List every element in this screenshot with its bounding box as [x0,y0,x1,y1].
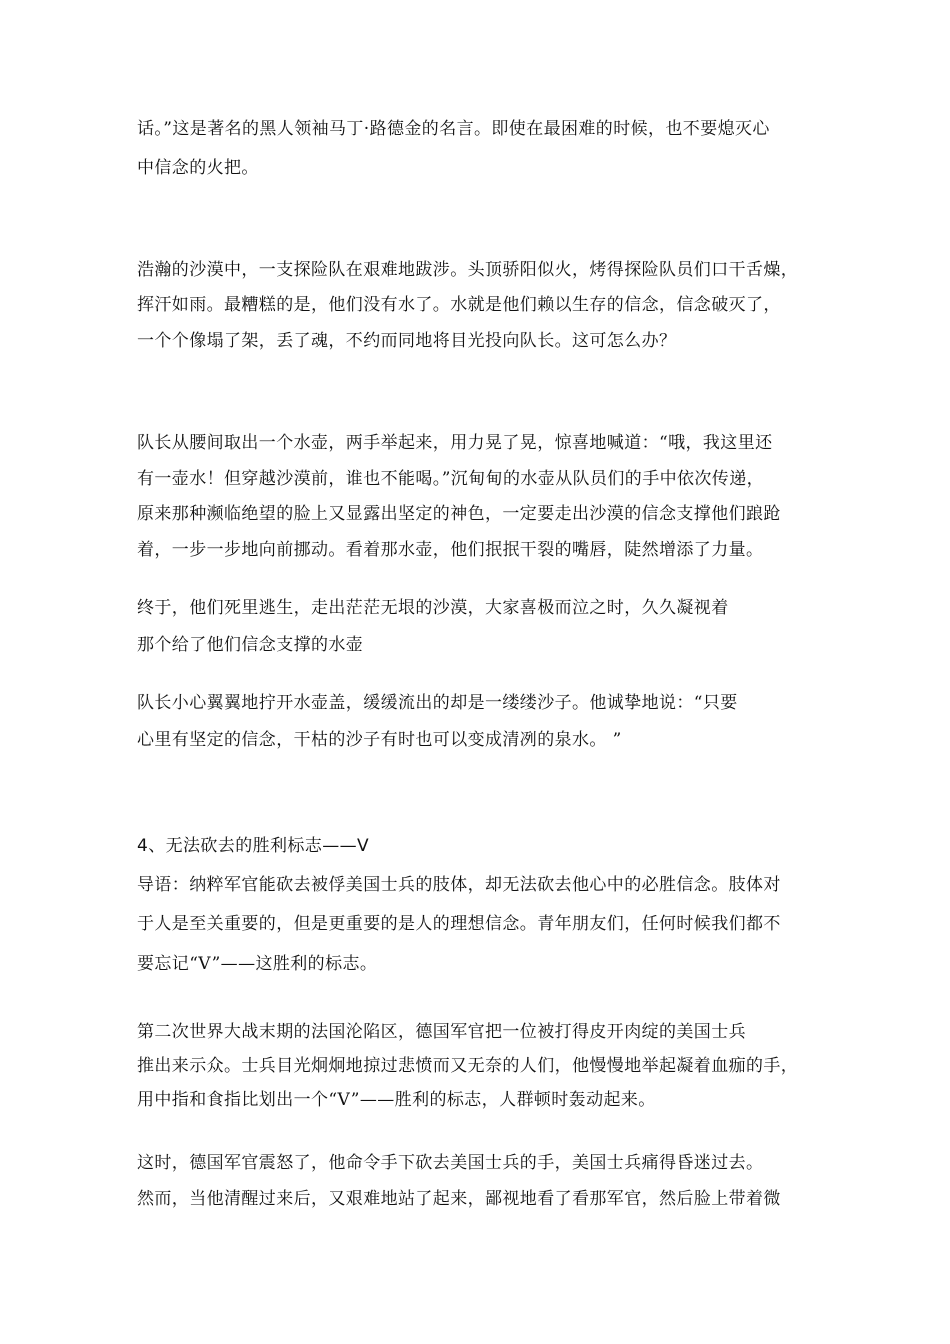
text-line: 终于，他们死里逃生，走出茫茫无垠的沙漠，大家喜极而泣之时，久久凝视着 [137,598,729,618]
text-line: 这时，德国军官震怒了，他命令手下砍去美国士兵的手，美国士兵痛得昏迷过去。 [137,1153,764,1173]
text-line: 导语：纳粹军官能砍去被俘美国士兵的肢体，却无法砍去他心中的必胜信念。肢体对 [137,875,781,895]
text-line: 一个个像塌了架，丢了魂，不约而同地将目光投向队长。这可怎么办？ [137,331,677,351]
text-line: 于人是至关重要的，但是更重要的是人的理想信念。青年朋友们，任何时候我们都不 [137,914,781,934]
text-line: 第二次世界大战末期的法国沦陷区，德国军官把一位被打得皮开肉绽的美国士兵 [137,1022,746,1042]
text-line: 浩瀚的沙漠中，一支探险队在艰难地跋涉。头顶骄阳似火，烤得探险队员们口干舌燥， [137,260,799,280]
text-line: 要忘记“V”——这胜利的标志。 [137,954,378,974]
text-line: 中信念的火把。 [137,158,259,178]
text-line: 那个给了他们信念支撑的水壶 [137,635,364,655]
text-line: 话。”这是著名的黑人领袖马丁·路德金的名言。即使在最困难的时候，也不要熄灭心 [137,119,770,139]
text-line: 用中指和食指比划出一个“V”——胜利的标志，人群顿时轰动起来。 [137,1090,656,1110]
text-line: 有一壶水！但穿越沙漠前，谁也不能喝。”沉甸甸的水壶从队员们的手中依次传递， [137,469,764,489]
text-line: 队长从腰间取出一个水壶，两手举起来，用力晃了晃，惊喜地喊道：“哦，我这里还 [137,433,773,453]
section-heading: 4、无法砍去的胜利标志——V [137,836,370,856]
text-line: 队长小心翼翼地拧开水壶盖，缓缓流出的却是一缕缕沙子。他诚挚地说：“只要 [137,693,738,713]
text-line: 挥汗如雨。最糟糕的是，他们没有水了。水就是他们赖以生存的信念，信念破灭了， [137,295,781,315]
text-line: 原来那种濒临绝望的脸上又显露出坚定的神色，一定要走出沙漠的信念支撑他们踉跄 [137,504,781,524]
text-line: 着，一步一步地向前挪动。看着那水壶，他们抿抿干裂的嘴唇，陡然增添了力量。 [137,540,764,560]
text-line: 推出来示众。士兵目光炯炯地掠过悲愤而又无奈的人们，他慢慢地举起凝着血痂的手， [137,1056,799,1076]
text-line: 心里有坚定的信念，干枯的沙子有时也可以变成清冽的泉水。 ” [137,730,622,750]
text-line: 然而，当他清醒过来后，又艰难地站了起来，鄙视地看了看那军官，然后脸上带着微 [137,1189,781,1209]
